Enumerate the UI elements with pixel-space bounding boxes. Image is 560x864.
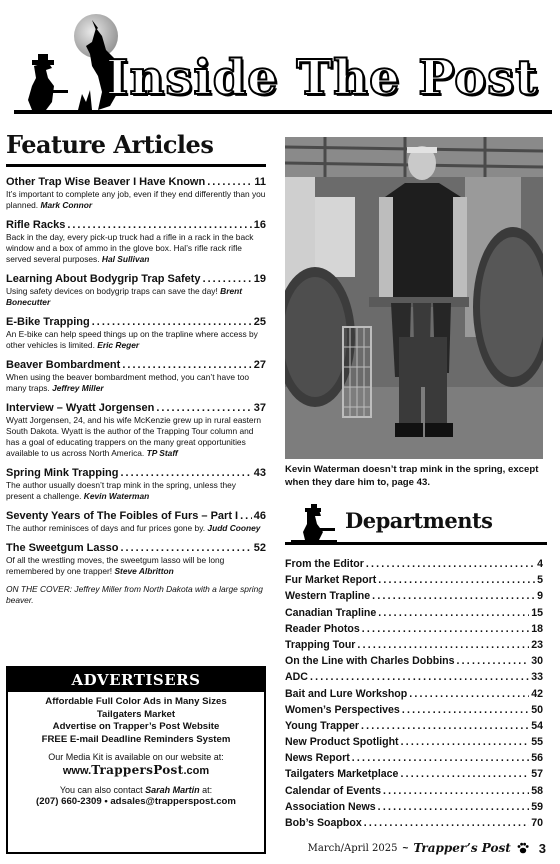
article-page: 11 [254,176,266,188]
department-title: From the Editor [285,558,364,570]
contact-details[interactable]: (207) 660-2309 • adsales@trapperspost.com [36,796,236,807]
article-page: 43 [253,467,266,479]
feature-articles-heading: Feature Articles [6,130,214,159]
department-entry[interactable] [285,637,543,653]
leader-dots [156,401,251,415]
department-page: 15 [531,606,543,619]
website-link[interactable] [8,763,264,779]
department-entry[interactable] [285,669,543,685]
masthead [6,6,554,118]
article-title: Interview – Wyatt Jorgensen [6,402,155,414]
article-author: Hal Sullivan [101,254,150,264]
article-author: Eric Reger [97,340,140,350]
department-title: Tailgaters Marketplace [285,768,399,781]
department-entry[interactable] [285,702,543,718]
department-title: News Report [285,752,350,765]
department-entry[interactable] [285,815,543,831]
article-page: 19 [253,273,266,285]
department-title: Association News [285,800,376,813]
article-description: An E-bike can help speed things up on the trapline where access by other vehicles is limited. [6,329,258,350]
article-author: Kevin Waterman [83,491,150,501]
leader-dots [402,702,529,718]
department-entry[interactable] [285,783,543,799]
department-page: 70 [531,817,543,829]
article-entry[interactable] [6,358,266,394]
contact-name: Sarah Martin [145,785,200,795]
leader-dots [409,686,529,702]
feature-articles-section [6,128,266,606]
department-page: 4 [537,558,543,570]
heading-rule [285,542,547,545]
department-entry[interactable] [285,621,543,637]
departments-list [285,556,543,831]
leader-dots [120,466,251,480]
contact-suffix: at: [202,785,213,795]
department-page: 56 [531,752,543,765]
department-page: 54 [531,719,543,732]
leader-dots [92,315,252,329]
leader-dots [401,734,530,750]
department-page: 55 [531,736,543,749]
department-entry[interactable] [285,653,543,669]
leader-dots [364,815,529,831]
article-title: E-Bike Trapping [6,316,90,328]
issue-date: March/April 2025 [307,842,398,854]
photo-caption: Kevin Waterman doesn’t trap mink in the spring, except when they dare him to, page 43. [285,464,539,488]
article-page: 52 [253,542,266,554]
article-entry[interactable] [6,218,266,265]
departments-heading: Departments [345,508,493,533]
advertisers-line: Affordable Full Color Ads in Many Sizes [45,696,227,707]
leader-dots [457,653,530,669]
departments-header [285,502,547,546]
leader-dots [362,621,529,637]
media-kit-text: Our Media Kit is available on our website at: [48,752,224,762]
leader-dots [120,541,251,555]
article-page: 16 [253,219,266,231]
leader-dots [122,358,251,372]
department-entry[interactable] [285,572,543,588]
cover-note: ON THE COVER: Jeffrey Miller from North Dakota with a large spring beaver. [6,584,263,605]
article-entry[interactable] [6,541,266,577]
article-title: Spring Mink Trapping [6,467,119,479]
article-title: Rifle Racks [6,219,66,231]
department-page: 5 [537,574,543,587]
article-author: Brent Bonecutter [6,286,243,307]
department-title: Young Trapper [285,719,359,732]
article-title: Other Trap Wise Beaver I Have Known [6,176,206,188]
article-description: The author reminisces of days and fur prices gone by. [6,523,206,533]
leader-dots [378,572,535,588]
masthead-title: Inside The Post [106,50,539,106]
department-title: Fur Market Report [285,574,377,587]
article-entry[interactable] [6,315,266,351]
leader-dots [400,766,529,782]
website-brand: TrappersPost [91,763,184,777]
department-page: 23 [531,638,543,651]
department-title: Reader Photos [285,622,360,635]
department-entry[interactable] [285,734,543,750]
advertisers-box [6,666,266,854]
department-entry[interactable] [285,686,543,702]
department-entry[interactable] [285,799,543,815]
department-page: 9 [537,590,543,603]
cover-photo [285,137,543,459]
article-page: 37 [253,402,266,414]
article-author: Jeffrey Miller [52,383,104,393]
heading-rule [6,164,266,167]
department-entry[interactable] [285,556,543,572]
article-entry[interactable] [6,466,266,502]
website-suffix: .com [183,765,210,777]
masthead-rule [96,110,552,114]
article-entry[interactable] [6,175,266,211]
department-page: 42 [531,687,543,700]
article-list [6,175,266,577]
department-page: 59 [531,800,543,813]
article-page: 27 [253,359,266,371]
department-entry[interactable] [285,766,543,782]
article-author: TP Staff [146,448,178,458]
department-title: Women’s Perspectives [285,703,400,716]
contact-prefix: You can also contact [59,785,143,795]
leader-dots [378,605,529,621]
article-title: The Sweetgum Lasso [6,542,119,554]
leader-dots [372,588,535,604]
article-title: Seventy Years of The Foibles of Furs – Part I [6,510,239,522]
department-page: 57 [531,768,543,781]
leader-dots [378,799,530,815]
leader-dots [67,218,251,232]
department-entry[interactable] [285,605,543,621]
leader-dots [207,175,252,189]
department-title: On the Line with Charles Dobbins [285,655,455,668]
article-entry[interactable] [6,272,266,308]
department-title: New Product Spotlight [285,736,399,749]
footer-separator: ~ [402,842,409,854]
contact-line [8,784,264,796]
department-page: 33 [531,671,543,684]
article-description: Of all the wrestling moves, the sweetgum lasso will be long remembered by one trapper! [6,555,225,576]
advertisers-line: Tailgaters Market [96,708,176,720]
magazine-name: Trapper’s Post [413,841,511,855]
article-description: Wyatt Jorgensen, 24, and his wife McKenzie grew up in rural eastern South Dakota. Wyatt is the author of the Trapping Tour column and has a goal of educating trappers on the many great opportunities available to us across North America. [6,415,262,458]
article-description: Back in the day, every pick-up truck had a rifle in a rack in the back window and a box of ammo in the glove box. Hal’s rifle rack rifle served several purposes. [6,232,254,264]
department-entry[interactable] [285,718,543,734]
department-title: Bob’s Soapbox [285,817,362,829]
trapper-kneeling-icon [289,502,339,542]
department-title: Trapping Tour [285,638,356,651]
article-title: Beaver Bombardment [6,359,121,371]
page-footer [308,838,546,858]
article-description: When using the beaver bombardment method, you can’t have too many traps. [6,372,250,393]
article-author: Mark Connor [40,200,93,210]
article-page: 46 [253,510,266,522]
website-prefix: www. [62,765,92,777]
leader-dots [361,718,529,734]
leader-dots [240,509,252,523]
advertisers-line: Advertise on Trapper’s Post Website [52,721,220,732]
page-number: 3 [538,840,546,856]
article-description: Using safety devices on bodygrip traps can save the day! [6,286,218,296]
leader-dots [383,783,529,799]
department-title: Calendar of Events [285,784,381,797]
leader-dots [357,637,529,653]
department-title: Western Trapline [285,590,371,603]
department-page: 18 [531,622,543,635]
department-entry[interactable] [285,588,543,604]
department-title: ADC [285,671,308,684]
article-author: Judd Cooney [207,523,261,533]
paw-print-icon [516,841,530,855]
department-title: Bait and Lure Workshop [285,687,408,700]
article-description: The author usually doesn’t trap mink in the spring, unless they present a challenge. [6,480,236,501]
department-page: 58 [531,784,543,797]
department-page: 50 [531,703,543,716]
leader-dots [366,556,535,572]
department-title: Canadian Trapline [285,606,377,619]
leader-dots [203,272,252,286]
article-entry[interactable] [6,509,266,534]
department-entry[interactable] [285,750,543,766]
advertisers-line: FREE E-mail Deadline Reminders System [41,733,231,745]
article-description: It’s important to complete any job, even if they end differently than you planned. [6,189,266,210]
photo-illustration [285,137,543,459]
leader-dots [310,669,529,685]
article-author: Steve Albritton [114,566,174,576]
department-page: 30 [531,655,543,668]
article-title: Learning About Bodygrip Trap Safety [6,273,201,285]
advertisers-heading: ADVERTISERS [8,668,264,692]
article-page: 25 [253,316,266,328]
leader-dots [352,750,529,766]
article-entry[interactable] [6,401,266,459]
